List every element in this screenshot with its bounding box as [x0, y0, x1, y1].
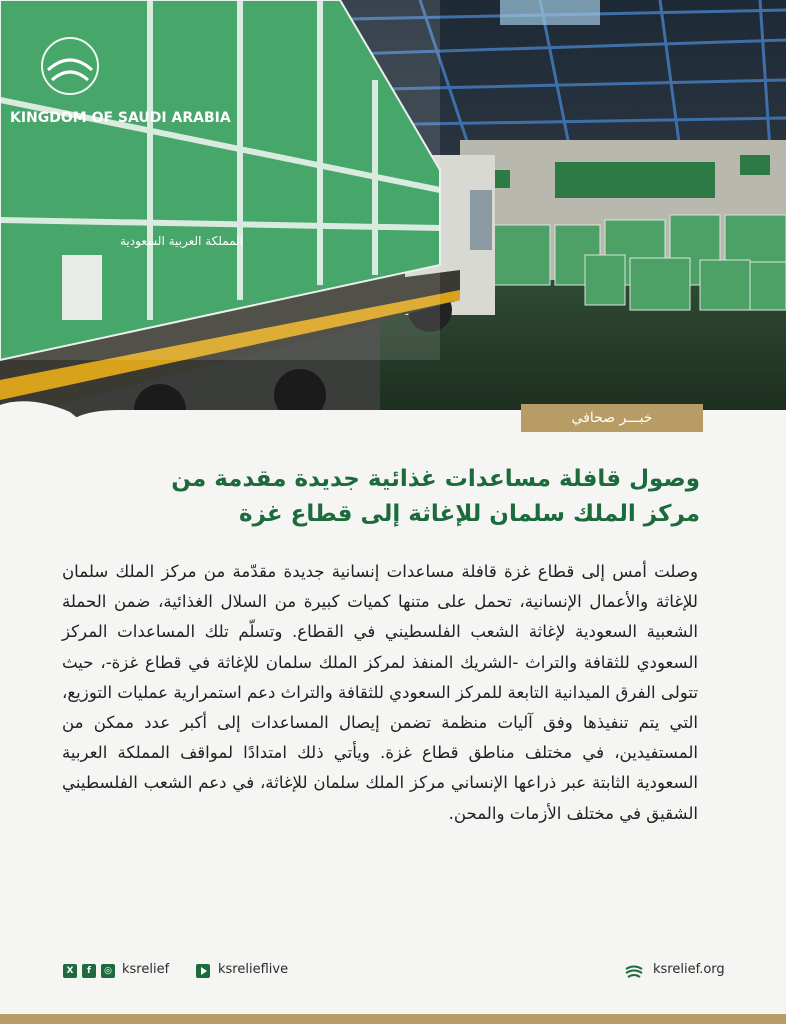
facebook-icon[interactable]: f — [82, 964, 96, 978]
article-body: وصلت أمس إلى قطاع غزة قافلة مساعدات إنسانية جديدة مقدّمة من مركز الملك سلمان للإغاثة والأعمال الإنسانية، تحمل على متنها كميات كبيرة من السلال الغذائية، ضمن الحملة الشعبية السعودية لإغاثة الشعب الفلسطيني في القطاع. وتسلّم تلك المساعدات المركز السعودي للثقافة والتراث -الشريك المنفذ لمركز الملك سلمان للإغاثة في قطاع غزة-، حيث تتولى الفرق الميدانية التابعة للمركز السعودي للثقافة والتراث دعم استمرارية عمليات التوزيع، التي يتم تنفيذها وفق آليات منظمة تضمن إيصال المساعدات إلى أكبر عدد ممكن من المستفيدين، في مختلف مناطق قطاع غزة. ويأتي ذلك امتدادًا لمواقف المملكة العربية السعودية الثابتة عبر ذراعها الإنساني مركز الملك سلمان للإغاثة، في دعم الشعب الفلسطيني الشقيق في مختلف الأزمات والمحن. — [62, 562, 698, 823]
news-type-tag: خبـــر صحافي — [521, 404, 703, 432]
box-label-ar: المملكة العربية السعودية — [120, 234, 244, 248]
headline-line-1: وصول قافلة مساعدات غذائية جديدة مقدمة من — [171, 466, 700, 492]
qr-code-icon — [62, 255, 102, 320]
hero-photo — [0, 0, 786, 420]
bottom-accent-bar — [0, 1014, 786, 1024]
play-icon[interactable] — [196, 964, 210, 978]
x-icon[interactable]: X — [63, 964, 77, 978]
box-label-en: KINGDOM OF SAUDI ARABIA — [10, 110, 231, 126]
instagram-icon[interactable]: ◎ — [101, 964, 115, 978]
footer — [0, 955, 786, 991]
website-link[interactable]: ksrelief.org — [653, 962, 725, 977]
ksrelief-mark-icon — [625, 964, 643, 978]
headline — [60, 462, 700, 532]
headline-line-2: مركز الملك سلمان للإغاثة إلى قطاع غزة — [239, 501, 700, 527]
youtube-handle[interactable]: ksrelieflive — [218, 962, 289, 977]
social-handle[interactable]: ksrelief — [122, 962, 170, 977]
